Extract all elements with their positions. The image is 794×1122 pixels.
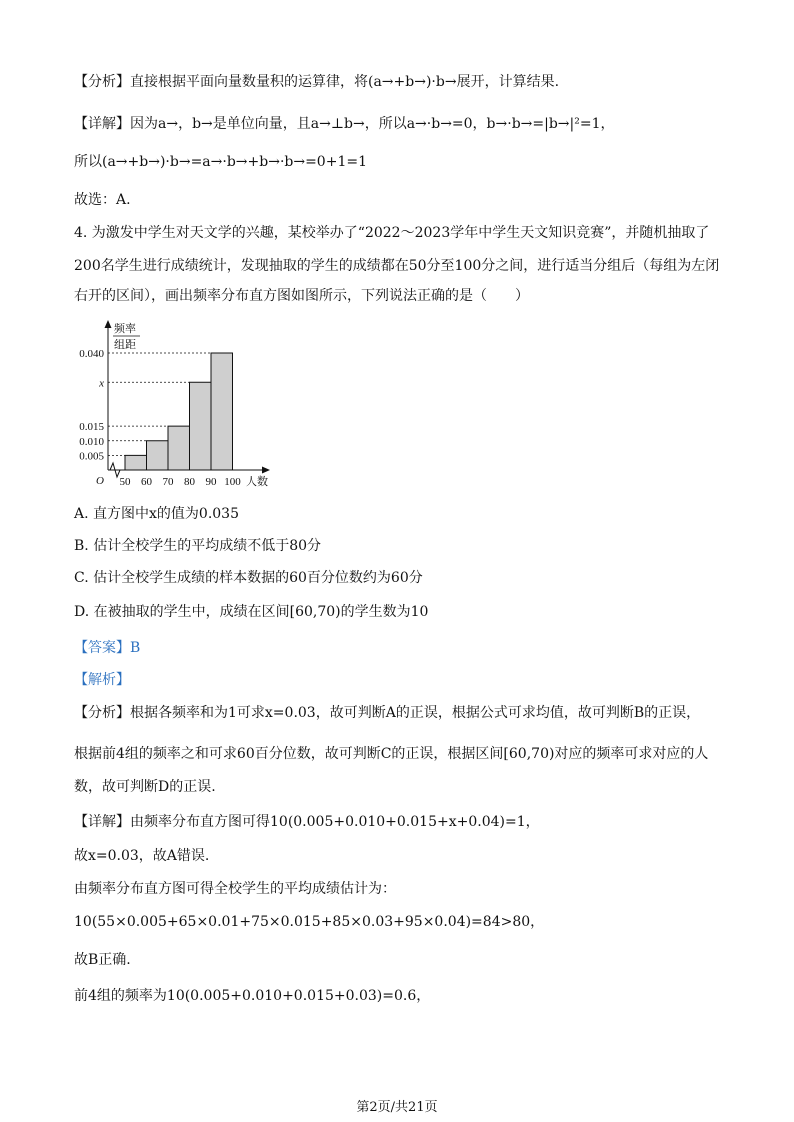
solution-label: 【解析】 [74, 672, 130, 688]
solution-detail-line-5: 故B正确. [74, 952, 131, 968]
histogram-bar-80-90 [190, 382, 212, 470]
histogram-bar-70-80 [168, 426, 190, 470]
detail-line-2: 所以(a→+b→)·b→=a→·b→+b→·b→=0+1=1 [74, 154, 367, 170]
option-a: A. 直方图中x的值为0.035 [74, 506, 239, 522]
option-b: B. 估计全校学生的平均成绩不低于80分 [74, 538, 322, 554]
option-d: D. 在被抽取的学生中，成绩在区间[60,70)的学生数为10 [74, 604, 429, 620]
x-tick-label-100: 100 [224, 476, 241, 488]
x-tick-label-50: 50 [119, 476, 131, 488]
y-label-bottom: 组距 [114, 339, 136, 351]
histogram-bar-60-70 [147, 441, 169, 470]
y-axis-arrow [105, 320, 112, 328]
page-footer: 第2页/共21页 [356, 1100, 438, 1115]
y-label-top: 频率 [114, 323, 136, 335]
solution-analysis-line-1: 【分析】根据各频率和为1可求x=0.03，故可判断A的正误，根据公式可求均值，故可判断B的正误， [74, 705, 701, 721]
solution-detail-line-4: 10(55×0.005+65×0.01+75×0.015+85×0.03+95×0.04)=84>80， [74, 914, 545, 930]
frequency-histogram [70, 318, 290, 493]
y-tick-label-1: x [99, 377, 104, 390]
solution-detail-line-3: 由频率分布直方图可得全校学生的平均成绩估计为： [74, 881, 396, 897]
origin-label: O [96, 475, 104, 487]
y-tick-label-4: 0.005 [79, 450, 104, 463]
x-tick-label-90: 90 [205, 476, 217, 488]
solution-detail-line-6: 前4组的频率为10(0.005+0.010+0.015+0.03)=0.6， [74, 988, 431, 1004]
analysis-line-1: 【分析】直接根据平面向量数量积的运算律，将(a→+b→)·b→展开，计算结果. [74, 74, 560, 90]
y-tick-label-3: 0.010 [79, 435, 104, 448]
solution-analysis-line-3: 数，故可判断D的正误. [74, 779, 216, 795]
question-4-line-1: 4. 为激发中学生对天文学的兴趣，某校举办了“2022～2023学年中学生天文知识竞赛”，并随机抽取了 [74, 225, 710, 241]
y-tick-label-0: 0.040 [79, 348, 104, 360]
x-tick-label-60: 60 [141, 476, 152, 488]
detail-line-1: 【详解】因为a→，b→是单位向量，且a→⊥b→，所以a→·b→=0，b→·b→=|b→|²=1， [74, 116, 615, 132]
answer-choice-line: 故选：A. [74, 192, 131, 208]
option-c: C. 估计全校学生成绩的样本数据的60百分位数约为60分 [74, 570, 423, 586]
question-4-line-3: 右开的区间），画出频率分布直方图如图所示，下列说法正确的是（ ） [74, 288, 529, 304]
answer-label: 【答案】B [74, 640, 141, 656]
histogram-bar-90-100 [211, 353, 233, 470]
y-tick-label-2: 0.015 [79, 421, 104, 434]
question-4-line-2: 200名学生进行成绩统计，发现抽取的学生的成绩都在50分至100分之间，进行适当分组后（每组为左闭 [74, 258, 720, 274]
x-tick-label-70: 70 [162, 476, 174, 488]
x-axis-arrow [262, 467, 270, 474]
histogram-bar-50-60 [125, 455, 147, 470]
solution-analysis-line-2: 根据前4组的频率之和可求60百分位数，故可判断C的正误，根据区间[60,70)对应的频率可求对应的人 [74, 746, 709, 762]
solution-detail-line-1: 【详解】由频率分布直方图可得10(0.005+0.010+0.015+x+0.04)=1， [74, 814, 540, 830]
x-tick-label-80: 80 [184, 476, 195, 488]
solution-detail-line-2: 故x=0.03，故A错误. [74, 848, 210, 864]
x-label: 人数 [246, 476, 268, 488]
